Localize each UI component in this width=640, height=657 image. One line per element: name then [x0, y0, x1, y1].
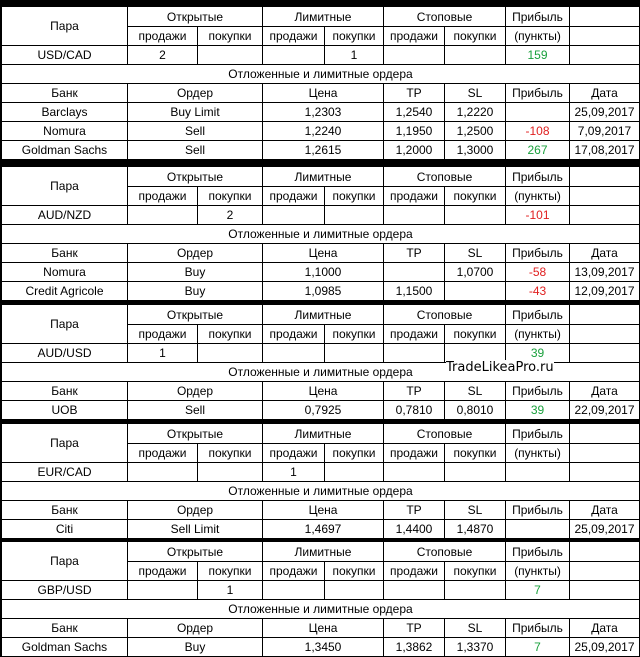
site-watermark: TradeLikeaPro.ru — [446, 360, 554, 375]
order-type: Sell — [128, 141, 262, 159]
stop-header: Стоповые — [384, 167, 505, 186]
order-type: Sell — [128, 401, 262, 419]
sell-subheader: продажи — [263, 562, 324, 580]
blank-cell — [570, 305, 639, 324]
stop-loss — [445, 282, 505, 300]
position-count: 2 — [128, 46, 197, 64]
open-header: Открытые — [128, 167, 262, 186]
sl-header: SL — [445, 501, 505, 519]
order-type: Buy — [128, 638, 262, 656]
sell-subheader: продажи — [128, 27, 197, 45]
order-date: 25,09,2017 — [570, 638, 639, 656]
order-profit: 7 — [506, 638, 569, 656]
limit-header: Лимитные — [263, 167, 383, 186]
sl-header: SL — [445, 619, 505, 637]
position-count — [384, 206, 444, 224]
stop-loss: 1,3370 — [445, 638, 505, 656]
order-type: Buy — [128, 263, 262, 281]
date-header: Дата — [570, 501, 639, 519]
position-count — [445, 581, 505, 599]
blank-cell — [570, 581, 639, 599]
blank-cell — [570, 344, 639, 362]
profit-header: Прибыль — [506, 167, 569, 186]
buy-subheader: покупки — [445, 444, 505, 462]
price-header: Цена — [263, 84, 383, 102]
pending-orders-title: Отложенные и лимитные ордера — [2, 363, 639, 381]
buy-subheader: покупки — [445, 187, 505, 205]
buy-subheader: покупки — [445, 27, 505, 45]
open-header: Открытые — [128, 542, 262, 561]
profit-header: Прибыль — [506, 619, 569, 637]
price-header: Цена — [263, 244, 383, 262]
blank-cell — [570, 206, 639, 224]
blank-cell — [570, 46, 639, 64]
sell-subheader: продажи — [128, 562, 197, 580]
stop-loss: 1,2220 — [445, 103, 505, 121]
order-header: Ордер — [128, 84, 262, 102]
order-profit: -58 — [506, 263, 569, 281]
bank-name: UOB — [2, 401, 127, 419]
profit-header: Прибыль — [506, 7, 569, 26]
position-count — [325, 206, 383, 224]
order-profit — [506, 520, 569, 538]
pending-orders-title: Отложенные и лимитные ордера — [2, 65, 639, 83]
pair-profit: 159 — [506, 46, 569, 64]
stop-loss: 0,8010 — [445, 401, 505, 419]
profit-header: Прибыль — [506, 84, 569, 102]
buy-subheader: покупки — [325, 562, 383, 580]
order-price: 1,1000 — [263, 263, 383, 281]
position-count: 1 — [198, 581, 262, 599]
blank-cell — [570, 27, 639, 45]
limit-header: Лимитные — [263, 7, 383, 26]
sell-subheader: продажи — [384, 27, 444, 45]
order-price: 0,7925 — [263, 401, 383, 419]
sell-subheader: продажи — [128, 187, 197, 205]
order-date: 22,09,2017 — [570, 401, 639, 419]
pair-name: AUD/NZD — [2, 206, 127, 224]
points-header: (пункты) — [506, 444, 569, 462]
tp-header: TP — [384, 619, 444, 637]
position-count — [263, 344, 324, 362]
points-header: (пункты) — [506, 325, 569, 343]
pair-profit — [506, 463, 569, 481]
blank-cell — [570, 463, 639, 481]
profit-header: Прибыль — [506, 501, 569, 519]
order-profit: -43 — [506, 282, 569, 300]
position-count: 1 — [128, 344, 197, 362]
sell-subheader: продажи — [384, 444, 444, 462]
bank-name: Goldman Sachs — [2, 141, 127, 159]
price-header: Цена — [263, 619, 383, 637]
order-date: 25,09,2017 — [570, 103, 639, 121]
take-profit: 0,7810 — [384, 401, 444, 419]
position-count — [263, 581, 324, 599]
position-count — [445, 46, 505, 64]
position-count — [198, 463, 262, 481]
pair-profit: 39 — [506, 344, 569, 362]
order-date: 17,08,2017 — [570, 141, 639, 159]
order-type: Sell — [128, 122, 262, 140]
date-header: Дата — [570, 382, 639, 400]
sell-subheader: продажи — [263, 444, 324, 462]
stop-loss: 1,3000 — [445, 141, 505, 159]
take-profit: 1,4400 — [384, 520, 444, 538]
open-header: Открытые — [128, 424, 262, 443]
pair-name: AUD/USD — [2, 344, 127, 362]
tp-header: TP — [384, 244, 444, 262]
blank-cell — [570, 424, 639, 443]
profit-header: Прибыль — [506, 424, 569, 443]
points-header: (пункты) — [506, 27, 569, 45]
blank-cell — [570, 542, 639, 561]
pair-name: GBP/USD — [2, 581, 127, 599]
order-profit: 39 — [506, 401, 569, 419]
order-date: 13,09,2017 — [570, 263, 639, 281]
sell-subheader: продажи — [263, 325, 324, 343]
blank-cell — [570, 444, 639, 462]
buy-subheader: покупки — [445, 562, 505, 580]
sell-subheader: продажи — [128, 325, 197, 343]
sell-subheader: продажи — [263, 27, 324, 45]
position-count — [445, 463, 505, 481]
position-count — [384, 463, 444, 481]
price-header: Цена — [263, 501, 383, 519]
position-count — [263, 206, 324, 224]
position-count — [128, 463, 197, 481]
profit-header: Прибыль — [506, 382, 569, 400]
order-type: Buy — [128, 282, 262, 300]
bank-name: Nomura — [2, 263, 127, 281]
sell-subheader: продажи — [384, 562, 444, 580]
bank-header: Банк — [2, 501, 127, 519]
buy-subheader: покупки — [198, 187, 262, 205]
stop-loss: 1,4870 — [445, 520, 505, 538]
pair-header: Пара — [2, 167, 127, 205]
limit-header: Лимитные — [263, 424, 383, 443]
position-count: 2 — [198, 206, 262, 224]
sl-header: SL — [445, 84, 505, 102]
buy-subheader: покупки — [198, 444, 262, 462]
buy-subheader: покупки — [325, 187, 383, 205]
blank-cell — [570, 7, 639, 26]
blank-cell — [570, 325, 639, 343]
position-count — [198, 344, 262, 362]
pair-header: Пара — [2, 7, 127, 45]
pair-header: Пара — [2, 542, 127, 580]
tp-header: TP — [384, 84, 444, 102]
stop-header: Стоповые — [384, 305, 505, 324]
buy-subheader: покупки — [325, 444, 383, 462]
position-count — [325, 463, 383, 481]
sell-subheader: продажи — [263, 187, 324, 205]
date-header: Дата — [570, 244, 639, 262]
stop-header: Стоповые — [384, 7, 505, 26]
blank-cell — [570, 562, 639, 580]
blank-cell — [570, 187, 639, 205]
take-profit: 1,2540 — [384, 103, 444, 121]
pending-orders-title: Отложенные и лимитные ордера — [2, 225, 639, 243]
position-count — [128, 581, 197, 599]
position-count — [384, 344, 444, 362]
pair-header: Пара — [2, 305, 127, 343]
position-count — [384, 46, 444, 64]
limit-header: Лимитные — [263, 542, 383, 561]
sl-header: SL — [445, 244, 505, 262]
bank-header: Банк — [2, 382, 127, 400]
bank-name: Credit Agricole — [2, 282, 127, 300]
pair-profit: -101 — [506, 206, 569, 224]
stop-header: Стоповые — [384, 542, 505, 561]
order-price: 1,4697 — [263, 520, 383, 538]
buy-subheader: покупки — [198, 27, 262, 45]
stop-loss: 1,0700 — [445, 263, 505, 281]
buy-subheader: покупки — [325, 27, 383, 45]
profit-header: Прибыль — [506, 305, 569, 324]
order-profit: 267 — [506, 141, 569, 159]
points-header: (пункты) — [506, 562, 569, 580]
open-header: Открытые — [128, 305, 262, 324]
sell-subheader: продажи — [128, 444, 197, 462]
blank-cell — [570, 167, 639, 186]
order-date: 7,09,2017 — [570, 122, 639, 140]
position-count — [128, 206, 197, 224]
bank-header: Банк — [2, 244, 127, 262]
order-date: 12,09,2017 — [570, 282, 639, 300]
order-type: Sell Limit — [128, 520, 262, 538]
order-header: Ордер — [128, 244, 262, 262]
buy-subheader: покупки — [198, 325, 262, 343]
date-header: Дата — [570, 84, 639, 102]
profit-header: Прибыль — [506, 244, 569, 262]
bank-header: Банк — [2, 619, 127, 637]
take-profit: 1,1500 — [384, 282, 444, 300]
limit-header: Лимитные — [263, 305, 383, 324]
take-profit: 1,2000 — [384, 141, 444, 159]
position-count: 1 — [263, 463, 324, 481]
position-count: 1 — [325, 46, 383, 64]
bank-name: Nomura — [2, 122, 127, 140]
open-header: Открытые — [128, 7, 262, 26]
sell-subheader: продажи — [384, 187, 444, 205]
pair-name: USD/CAD — [2, 46, 127, 64]
position-count — [263, 46, 324, 64]
order-date: 25,09,2017 — [570, 520, 639, 538]
pending-orders-title: Отложенные и лимитные ордера — [2, 600, 639, 618]
buy-subheader: покупки — [445, 325, 505, 343]
date-header: Дата — [570, 619, 639, 637]
order-price: 1,3450 — [263, 638, 383, 656]
tp-header: TP — [384, 501, 444, 519]
position-count — [325, 344, 383, 362]
points-header: (пункты) — [506, 187, 569, 205]
sell-subheader: продажи — [384, 325, 444, 343]
pair-header: Пара — [2, 424, 127, 462]
tp-header: TP — [384, 382, 444, 400]
pair-name: EUR/CAD — [2, 463, 127, 481]
buy-subheader: покупки — [198, 562, 262, 580]
stop-header: Стоповые — [384, 424, 505, 443]
stop-loss: 1,2500 — [445, 122, 505, 140]
order-price: 1,2615 — [263, 141, 383, 159]
pending-orders-title: Отложенные и лимитные ордера — [2, 482, 639, 500]
order-type: Buy Limit — [128, 103, 262, 121]
pair-profit: 7 — [506, 581, 569, 599]
take-profit — [384, 263, 444, 281]
order-price: 1,2303 — [263, 103, 383, 121]
bank-name: Citi — [2, 520, 127, 538]
order-profit — [506, 103, 569, 121]
order-header: Ордер — [128, 501, 262, 519]
bank-name: Goldman Sachs — [2, 638, 127, 656]
order-price: 1,2240 — [263, 122, 383, 140]
position-count — [198, 46, 262, 64]
buy-subheader: покупки — [325, 325, 383, 343]
order-price: 1,0985 — [263, 282, 383, 300]
take-profit: 1,3862 — [384, 638, 444, 656]
bank-name: Barclays — [2, 103, 127, 121]
price-header: Цена — [263, 382, 383, 400]
position-count — [325, 581, 383, 599]
position-count — [445, 206, 505, 224]
take-profit: 1,1950 — [384, 122, 444, 140]
order-profit: -108 — [506, 122, 569, 140]
position-count — [384, 581, 444, 599]
profit-header: Прибыль — [506, 542, 569, 561]
sl-header: SL — [445, 382, 505, 400]
bank-header: Банк — [2, 84, 127, 102]
order-header: Ордер — [128, 382, 262, 400]
order-header: Ордер — [128, 619, 262, 637]
